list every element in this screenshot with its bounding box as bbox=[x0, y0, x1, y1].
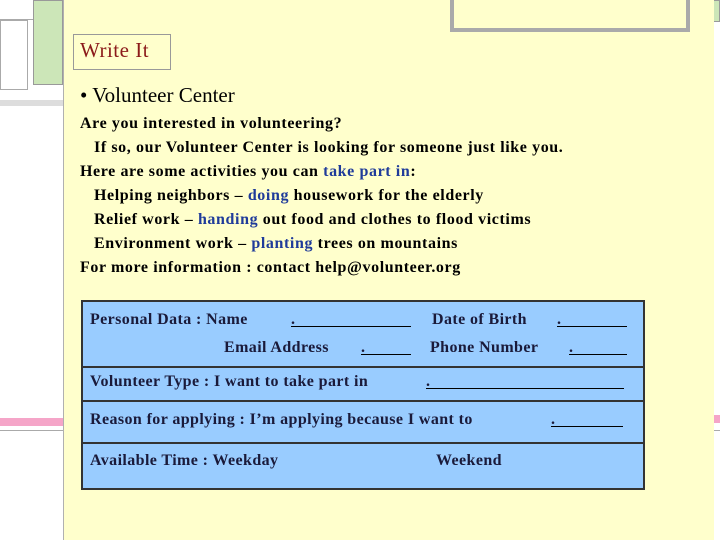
deco-left-bottom bbox=[0, 430, 63, 540]
activity-relief-work: Relief work – handing out food and clothes to flood victims bbox=[94, 211, 532, 228]
deco-left-green bbox=[33, 0, 63, 85]
weekday-label: Available Time : Weekday bbox=[90, 452, 279, 469]
dob-label: Date of Birth bbox=[432, 311, 527, 328]
intro-line-2: If so, our Volunteer Center is looking for someone just like you. bbox=[94, 139, 564, 156]
application-form bbox=[81, 300, 645, 490]
highlight-handing: handing bbox=[197, 211, 259, 228]
section-heading: • Volunteer Center bbox=[80, 83, 235, 107]
form-row-personal: Personal Data : Name . Date of Birth . Email Address . Phone Number . bbox=[83, 302, 643, 366]
intro-line-1: Are you interested in volunteering? bbox=[80, 115, 343, 132]
activity-environment-work: Environment work – planting trees on mountains bbox=[94, 235, 458, 252]
deco-top-gray-frame bbox=[450, 0, 690, 32]
name-label: Personal Data : Name bbox=[90, 311, 248, 328]
reason-label: Reason for applying : I’m applying because I want to bbox=[90, 411, 473, 428]
deco-left-pink bbox=[0, 418, 63, 426]
contact-info: For more information : contact help@volunteer.org bbox=[80, 259, 461, 276]
email-label: Email Address bbox=[224, 339, 329, 356]
weekend-label: Weekend bbox=[436, 452, 502, 469]
intro-paragraph bbox=[80, 112, 563, 280]
activity-helping-neighbors: Helping neighbors – doing housework for the elderly bbox=[94, 187, 484, 204]
deco-left-box bbox=[0, 20, 28, 90]
form-row-reason: Reason for applying : I’m applying because I want to . bbox=[83, 400, 643, 442]
highlight-doing: doing bbox=[247, 187, 290, 204]
deco-left-gray-line bbox=[0, 100, 63, 106]
highlight-take-part-in: take part in bbox=[323, 163, 411, 180]
intro-line-3: Here are some activities you can take part in: bbox=[80, 163, 417, 180]
form-row-volunteer-type: Volunteer Type : I want to take part in . bbox=[83, 366, 643, 400]
highlight-planting: planting bbox=[251, 235, 314, 252]
volunteer-type-label: Volunteer Type : I want to take part in bbox=[90, 373, 369, 390]
page-title: Write It bbox=[80, 38, 150, 62]
phone-label: Phone Number bbox=[430, 339, 539, 356]
form-row-available-time bbox=[83, 442, 643, 488]
